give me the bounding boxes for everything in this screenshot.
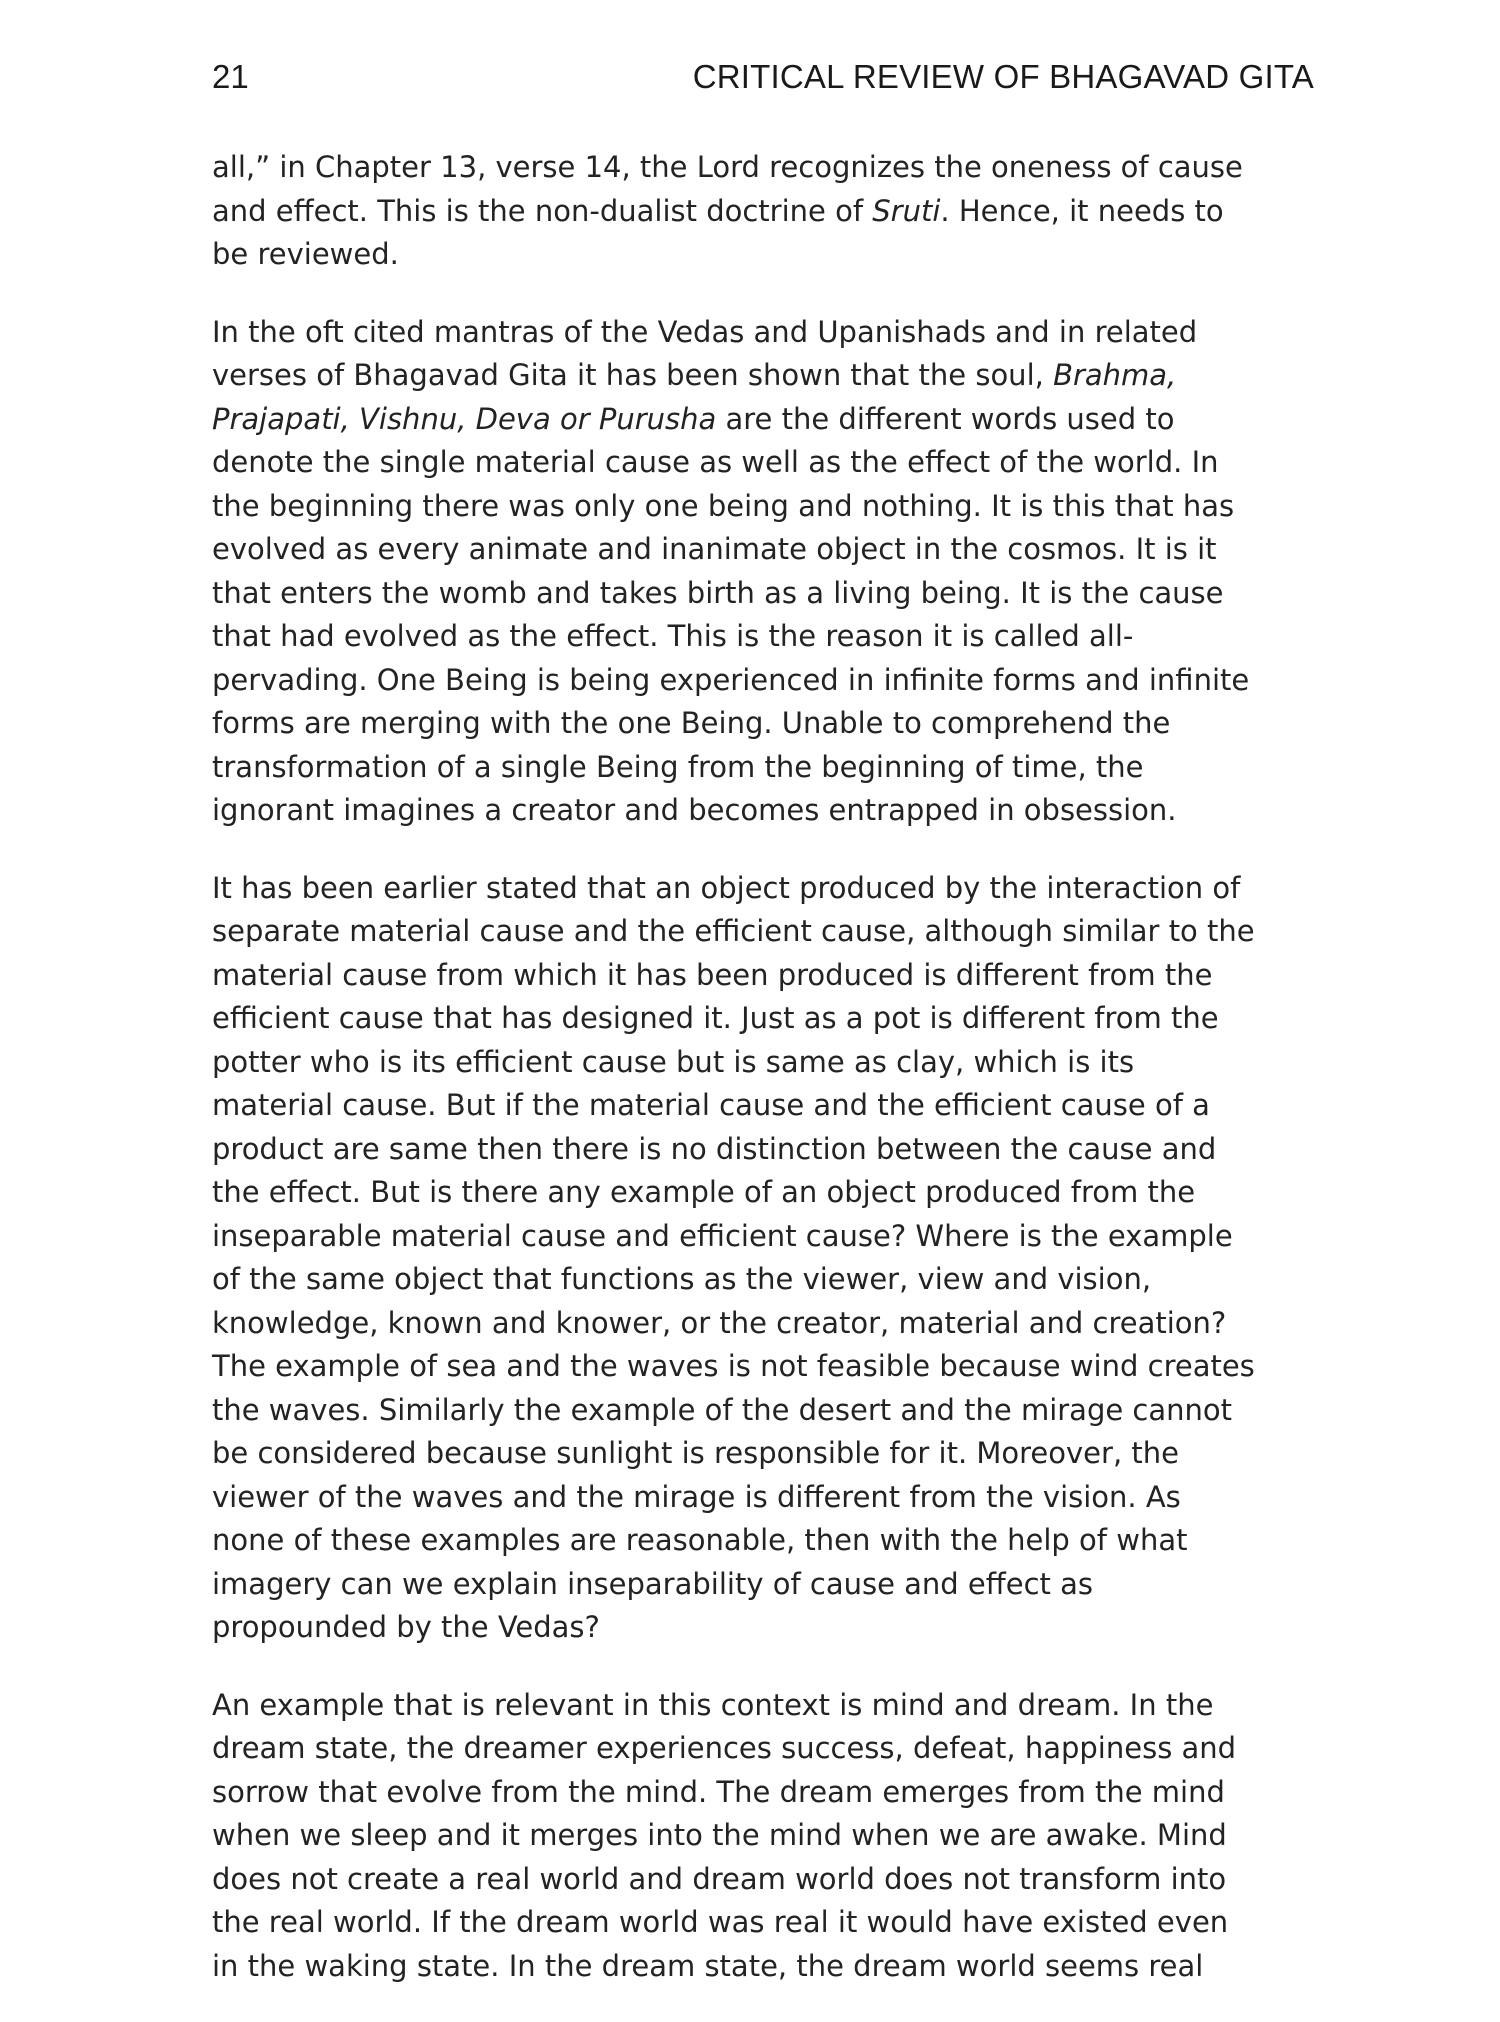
text-line: ignorant imagines a creator and becomes entrapped in obsession.: [212, 793, 1177, 827]
text-line: the real world. If the dream world was real it would have existed even: [212, 1905, 1229, 1939]
text-line: sorrow that evolve from the mind. The dream emerges from the mind: [212, 1774, 1225, 1809]
body-text: [212, 146, 1332, 2022]
text-line: separate material cause and the efficient cause, although similar to the: [212, 914, 1255, 948]
text-line: forms are merging with the one Being. Unable to comprehend the: [212, 706, 1171, 740]
text-line: In the oft cited mantras of the Vedas and Upanishads and in related: [212, 314, 1198, 349]
italic-term: Brahma,: [1053, 358, 1177, 392]
text-line: the beginning there was only one being and nothing. It is this that has: [212, 488, 1235, 523]
text-line: imagery can we explain inseparability of cause and effect as: [212, 1566, 1093, 1601]
text-line: material cause from which it has been produced is different from the: [212, 957, 1213, 992]
paragraph: [212, 867, 1332, 1650]
text-line: that had evolved as the effect. This is the reason it is called all-: [212, 619, 1134, 653]
text-line: transformation of a single Being from the beginning of time, the: [212, 749, 1144, 784]
text-line: that enters the womb and takes birth as a living being. It is the cause: [212, 575, 1224, 610]
text-run: verses of Bhagavad Gita it has been shown that the soul,: [212, 358, 1054, 392]
text-line: inseparable material cause and efficient cause? Where is the example: [212, 1218, 1233, 1253]
text-line: evolved as every animate and inanimate object in the cosmos. It is it: [212, 532, 1217, 566]
text-line: The example of sea and the waves is not feasible because wind creates: [212, 1349, 1255, 1383]
text-line: be reviewed.: [212, 237, 399, 271]
text-run: . Hence, it needs to: [940, 193, 1224, 228]
text-line: efficient cause that has designed it. Just as a pot is different from the: [212, 1001, 1219, 1035]
running-title: CRITICAL REVIEW OF BHAGAVAD GITA: [692, 58, 1314, 95]
paragraph: [212, 146, 1332, 277]
text-line: material cause. But if the material cause and the efficient cause of a: [212, 1088, 1210, 1122]
text-run: are the different words used to: [716, 401, 1175, 436]
text-line: It has been earlier stated that an object produced by the interaction of: [212, 870, 1241, 905]
text-line: in the waking state. In the dream state, the dream world seems real: [212, 1948, 1204, 1983]
text-line: propounded by the Vedas?: [212, 1610, 600, 1644]
text-line: all,” in Chapter 13, verse 14, the Lord recognizes the oneness of cause: [212, 150, 1243, 184]
text-line: viewer of the waves and the mirage is different from the vision. As: [212, 1479, 1181, 1514]
text-line: does not create a real world and dream world does not transform into: [212, 1861, 1227, 1896]
page-number: 21: [212, 58, 249, 95]
text-line: denote the single material cause as well as the effect of the world. In: [212, 445, 1219, 479]
text-line: dream state, the dreamer experiences success, defeat, happiness and: [212, 1731, 1237, 1765]
text-line: the waves. Similarly the example of the desert and the mirage cannot: [212, 1392, 1232, 1427]
text-line: [212, 190, 1332, 234]
italic-term: Sruti: [872, 193, 941, 228]
text-line: product are same then there is no distinction between the cause and: [212, 1131, 1217, 1166]
text-line: An example that is relevant in this context is mind and dream. In the: [212, 1687, 1214, 1722]
running-header: [212, 58, 1314, 108]
text-run: and effect. This is the non-dualist doctrine of: [212, 193, 873, 228]
text-line: potter who is its efficient cause but is same as clay, which is its: [212, 1044, 1135, 1079]
text-line: knowledge, known and knower, or the creator, material and creation?: [212, 1305, 1227, 1340]
text-line: the effect. But is there any example of an object produced from the: [212, 1175, 1196, 1209]
text-line: of the same object that functions as the viewer, view and vision,: [212, 1262, 1152, 1296]
text-line: when we sleep and it merges into the mind when we are awake. Mind: [212, 1818, 1227, 1852]
paragraph: [212, 1684, 1332, 1989]
italic-term: Prajapati, Vishnu, Deva or Purusha: [212, 401, 717, 436]
text-line: [212, 398, 1332, 442]
text-line: be considered because sunlight is responsible for it. Moreover, the: [212, 1436, 1179, 1470]
text-line: none of these examples are reasonable, then with the help of what: [212, 1523, 1188, 1557]
paragraph: [212, 311, 1332, 833]
text-line: [212, 354, 1332, 398]
text-line: pervading. One Being is being experienced in infinite forms and infinite: [212, 662, 1250, 697]
